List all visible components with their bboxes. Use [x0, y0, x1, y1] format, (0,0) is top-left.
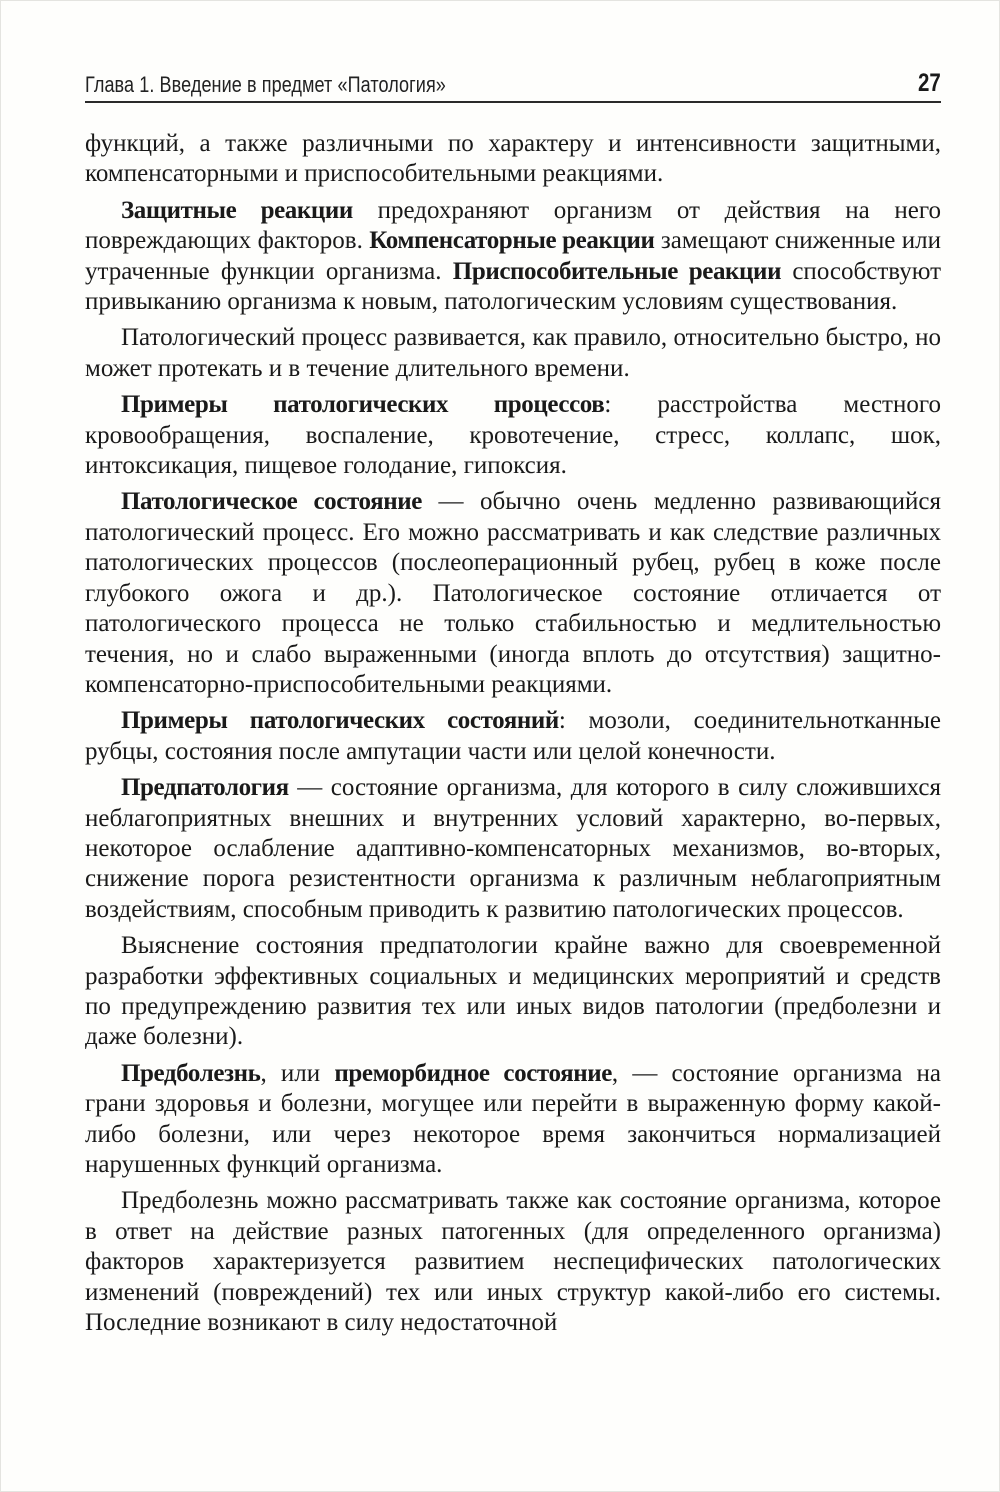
- paragraph-prepathology-importance: [85, 931, 941, 1053]
- term-adaptive-reactions: Приспособительные реакции: [452, 257, 782, 285]
- paragraph-predisease: [85, 1059, 941, 1181]
- paragraph-text: предохраняют организм от действия на него повреждающих факторов.: [85, 196, 941, 255]
- term-pathological-state: Патологическое состояние: [121, 488, 422, 516]
- paragraph-text: замещают сниженные или утраченные функции организма.: [85, 227, 941, 285]
- paragraph-text: — обычно очень медленно развивающийся патологический процесс. Его можно рассматривать и как следствие различных патологических процессов (послеоперационный рубец, рубец в коже после глубокого ожога и др.). Патологическое состояние отличается от патологического процесса не только стабильностью и медлительностью течения, но и слабо выраженными (иногда вплоть до отсутствия) защитно-компенсаторно-приспособительными реакциями.: [85, 488, 942, 698]
- term-prepathology: Предпатология: [121, 774, 289, 802]
- running-header: [85, 67, 941, 103]
- paragraph-text: , или: [260, 1059, 335, 1087]
- term-state-examples: Примеры патологических состояний: [121, 707, 559, 735]
- paragraph-continuation: [85, 129, 941, 190]
- paragraph-text: : расстройства местного кровообращения, воспаление, кровотечение, стресс, коллапс, шок, интоксикация, пищевое голодание, гипоксия.: [85, 391, 941, 480]
- paragraph-text: Предболезнь можно рассматривать также как состояние организма, которое в ответ на действие разных патогенных (для определенного организма) факторов характеризуется развитием неспецифических патологических изменений (повреждений) тех или иных структур какой-либо его системы. Последние возникают в силу недостаточной: [85, 1187, 941, 1337]
- paragraph-reactions: [85, 196, 941, 318]
- paragraph-predisease-detail: [85, 1186, 941, 1338]
- paragraph-text: Патологический процесс развивается, как правило, относительно быстро, но может протекать и в течение длительного времени.: [85, 324, 941, 382]
- chapter-title: Глава 1. Введение в предмет «Патология»: [85, 72, 446, 97]
- body-text: [85, 129, 941, 1344]
- term-predisease: Предболезнь: [121, 1059, 261, 1087]
- paragraph-text: функций, а также различными по характеру и интенсивности защитными, компенсаторными и приспособительными реакциями.: [85, 130, 941, 188]
- paragraph-process-speed: [85, 323, 941, 384]
- page-number: 27: [918, 69, 941, 97]
- paragraph-prepathology: [85, 773, 941, 925]
- paragraph-state-examples: [85, 706, 941, 767]
- paragraph-text: способствуют привыканию организма к новым, патологическим условиям существования.: [85, 257, 941, 316]
- paragraph-text: : мозоли, соединительнотканные рубцы, состояния после ампутации части или целой конечности.: [85, 707, 941, 765]
- paragraph-text: — состояние организма, для которого в силу сложившихся неблагоприятных внешних и внутренних условий характерно, во-первых, некоторое ослабление адаптивно-компенсаторных механизмов, во-вторых, снижение порога резистентности организма к различным неблагоприятным воздействиям, способным приводить к развитию патологических процессов.: [85, 774, 941, 923]
- paragraph-process-examples: [85, 390, 941, 481]
- term-premorbid-state: преморбидное состояние: [334, 1059, 612, 1087]
- term-process-examples: Примеры патологических процессов: [121, 391, 605, 419]
- paragraph-text: Выяснение состояния предпатологии крайне важно для своевременной разработки эффективных социальных и медицинских мероприятий и средств по предупреждению развития тех или иных видов патологии (предболезни и даже болезни).: [85, 932, 941, 1051]
- paragraph-text: , — состояние организма на грани здоровья и болезни, могущее или перейти в выраженную форму какой-либо болезни, или через некоторое время закончиться нормализацией нарушенных функций организма.: [85, 1059, 942, 1178]
- term-protective-reactions: Защитные реакции: [121, 196, 353, 224]
- term-compensatory-reactions: Компенсаторные реакции: [369, 227, 655, 255]
- paragraph-pathological-state: [85, 487, 941, 700]
